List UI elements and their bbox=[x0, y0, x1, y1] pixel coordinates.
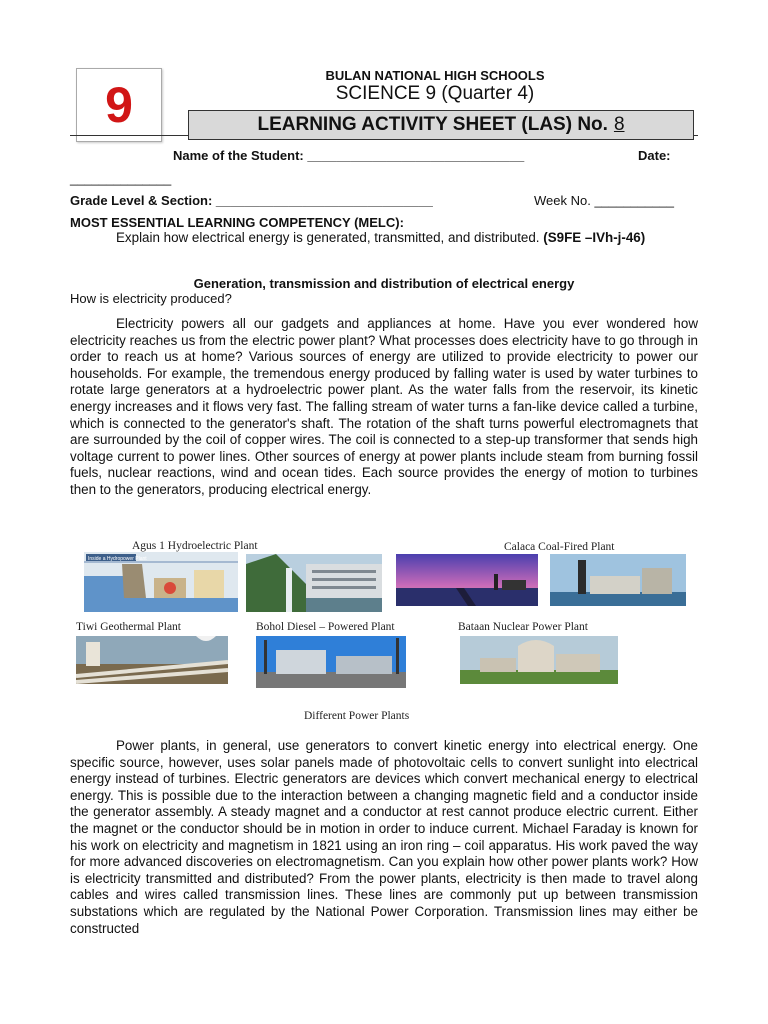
week-field[interactable]: Week No. ___________ bbox=[534, 193, 674, 208]
tiwi-photo bbox=[76, 636, 228, 684]
subject-title: SCIENCE 9 (Quarter 4) bbox=[335, 83, 535, 104]
school-name: BULAN NATIONAL HIGH SCHOOLS bbox=[325, 68, 545, 83]
date-field[interactable]: ______________ bbox=[70, 171, 172, 186]
caption-agus: Agus 1 Hydroelectric Plant bbox=[132, 540, 258, 552]
melc-text: Explain how electrical energy is generated, transmitted, and distributed. bbox=[116, 230, 540, 245]
grade-section-field[interactable]: Grade Level & Section: ______________________________ bbox=[70, 193, 433, 208]
melc-code: (S9FE –IVh-j-46) bbox=[543, 230, 646, 245]
las-number: 8 bbox=[613, 114, 625, 135]
las-title: LEARNING ACTIVITY SHEET (LAS) No. bbox=[257, 114, 608, 135]
date-label: Date: bbox=[638, 148, 671, 163]
paragraph-generators: Power plants, in general, use generators to convert kinetic energy into electrical energy. One specific source, however, uses solar panels made of photovoltaic cells to convert sunlight into electrical energy instead of turbines. Electric generators are devices which convert mechanical energy to electrical energy. This is possible due to the interaction between a changing magnetic field and a conductor inside the generator assembly. A steady magnet and a conductor at rest cannot produce electric current. Either the magnet or the conductor should be in motion in order to induce current. Michael Faraday is known for his work on electricity and magnetism in 1821 using an iron ring – coil apparatus. His work paved the way for more advanced discoveries on electromagnetism. Can you explain how other power plants work? How is electricity transmitted and distributed? From the power plants, electricity is then made to travel along cables and wires called transmission lines. These lines are commonly put up between transmission substations which are regulated by the National Power Corporation. Transmission lines may either be constructed bbox=[70, 738, 698, 936]
lesson-title: Generation, transmission and distribution of electrical energy bbox=[193, 276, 575, 291]
caption-bohol: Bohol Diesel – Powered Plant bbox=[256, 621, 395, 633]
bohol-photo bbox=[256, 636, 406, 688]
caption-tiwi: Tiwi Geothermal Plant bbox=[76, 621, 181, 633]
lesson-question: How is electricity produced? bbox=[70, 291, 232, 306]
power-plants-figure bbox=[70, 538, 698, 728]
grade-number: 9 bbox=[105, 77, 133, 133]
caption-bataan: Bataan Nuclear Power Plant bbox=[458, 621, 588, 633]
hydro-diagram-label: Inside a Hydropower Plant bbox=[88, 556, 147, 562]
figure-caption: Different Power Plants bbox=[304, 710, 410, 722]
melc-heading: MOST ESSENTIAL LEARNING COMPETENCY (MELC): bbox=[70, 215, 404, 230]
hydro-dam-photo bbox=[246, 554, 382, 612]
las-title-box bbox=[188, 110, 694, 140]
melc-statement bbox=[70, 230, 698, 247]
bataan-photo bbox=[460, 636, 618, 684]
hydro-diagram-image bbox=[84, 552, 238, 612]
student-name-field[interactable]: Name of the Student: ______________________________ bbox=[173, 148, 525, 163]
calaca-photo-2 bbox=[550, 554, 686, 606]
caption-calaca: Calaca Coal-Fired Plant bbox=[504, 541, 615, 553]
paragraph-generation: Electricity powers all our gadgets and appliances at home. Have you ever wondered how electricity reaches us from the electric power plant? What processes does electricity have to go through in order to reach us at home? Various sources of energy are utilized to provide electricity to power our households. For example, the tremendous energy produced by falling water is used by water turbines to rotate large generators at a hydroelectric power plant. As the water falls from the reservoir, its kinetic energy increases and it flows very fast. The falling stream of water turns a fan-like device called a turbine, which is connected to the generator's shaft. The rotation of the shaft turns powerful electromagnets that are surrounded by the coil of copper wires. The coil is connected to a step-up transformer that sends high voltage current to power lines. Other sources of energy at power plants include steam from burning fossil fuels, nuclear reactions, wind and ocean tides. Each source provides the energy of motion to turbines then to the generators, producing electrical energy. bbox=[70, 316, 698, 497]
calaca-photo-1 bbox=[396, 554, 538, 606]
